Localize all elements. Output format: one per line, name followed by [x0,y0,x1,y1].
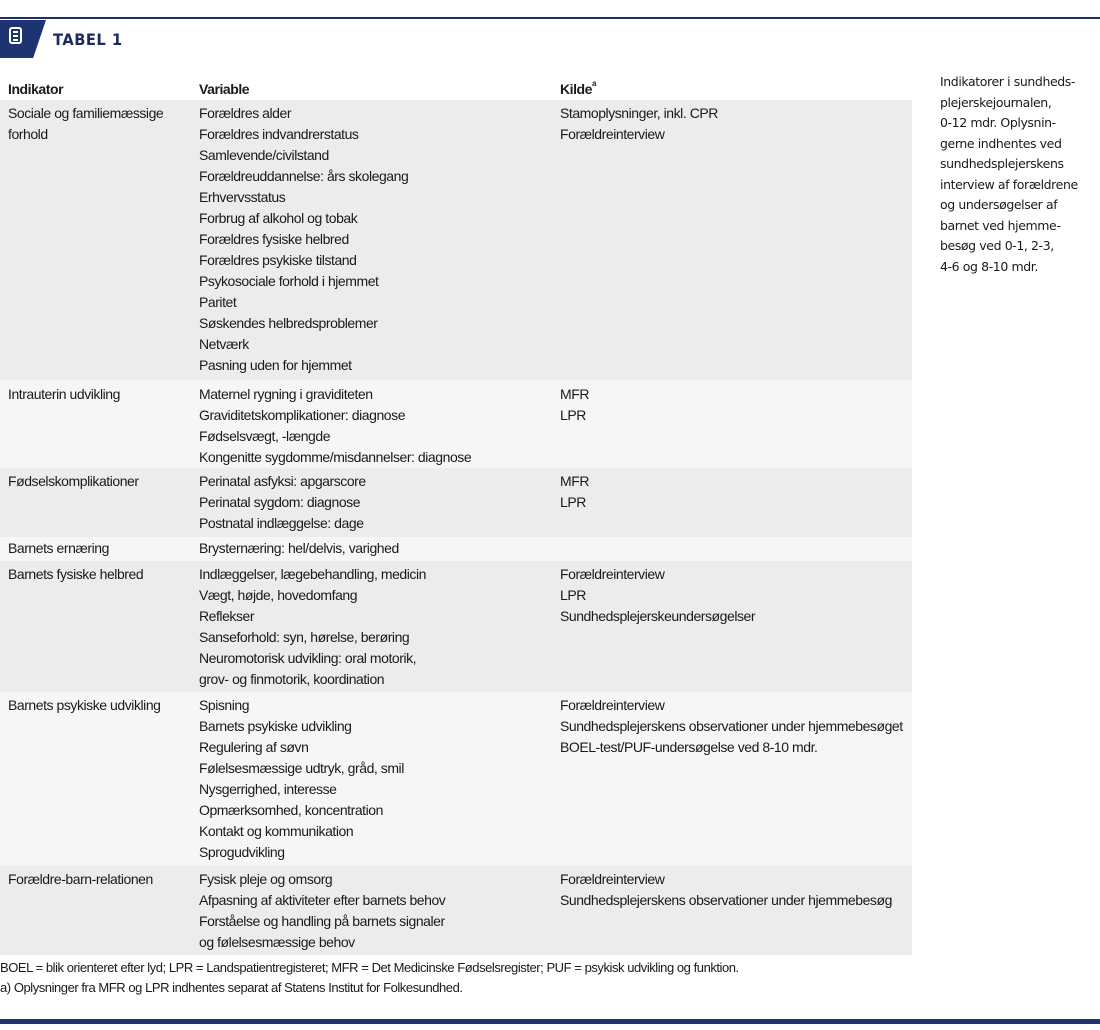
column-header-kilde [552,78,912,100]
table-row [0,100,912,380]
variable-cell-line: Fysisk pleje og omsorg [199,871,333,887]
variable-cell-line: Paritet [199,294,237,310]
variable-cell-line: Maternel rygning i graviditeten [199,386,373,402]
indikator-cell [0,538,191,561]
variable-cell-line: Forældres indvandrerstatus [199,126,359,142]
table-header-row [0,78,912,100]
caption-line: interview af forældrene [940,176,1078,192]
indikator-cell-line: Fødselskomplikationer [8,473,139,489]
kilde-cell-line: Sundhedsplejerskens observationer under hjemmebesøg [560,892,892,908]
variable-cell-line: Kongenitte sygdomme/misdannelser: diagnose [199,449,472,465]
table-row [0,537,912,561]
variable-cell-line: Barnets psykiske udvikling [199,718,352,734]
kilde-cell-line: LPR [560,407,586,423]
variable-cell-line: Samlevende/civilstand [199,147,329,163]
variable-cell-line: Erhvervsstatus [199,189,286,205]
variable-cell [191,564,552,692]
variable-cell [191,695,552,866]
kilde-cell [552,564,912,692]
abbreviations-footnote: BOEL = blik orienteret efter lyd; LPR = Landspatientregisteret; MFR = Det Medicinske Fødselsregister; PUF = psykisk udvikling og funktion. [0,960,739,975]
caption-line: gerne indhentes ved [940,135,1062,151]
variable-cell-line: Forældres fysiske helbred [199,231,349,247]
table-row [0,866,912,955]
variable-cell-line: Nysgerrighed, interesse [199,781,337,797]
kilde-cell [552,384,912,468]
variable-cell-line: Brysternæring: hel/delvis, varighed [199,540,399,556]
table-caption [940,72,1100,277]
kilde-cell-line: Sundhedsplejerskeundersøgelser [560,608,756,624]
kilde-cell [552,471,912,537]
indikator-cell-line: Forældre-barn-relationen [8,871,153,887]
kilde-cell [552,869,912,955]
kilde-cell-line: LPR [560,587,586,603]
kilde-cell-line: BOEL-test/PUF-undersøgelse ved 8-10 mdr. [560,739,818,755]
kilde-cell-line: MFR [560,473,589,489]
variable-cell [191,869,552,955]
source-footnote: a) Oplysninger fra MFR og LPR indhentes separat af Statens Institut for Folkesundhed. [0,980,463,995]
kilde-cell-line: MFR [560,386,589,402]
kilde-cell-line: Sundhedsplejerskens observationer under hjemmebesøget [560,718,903,734]
indikator-cell [0,869,191,955]
kilde-cell-line: LPR [560,494,586,510]
variable-cell-line: grov- og finmotorik, koordination [199,671,385,687]
kilde-cell-line: Forældreinterview [560,126,665,142]
top-rule [0,17,1100,19]
variable-cell-line: Forældres psykiske tilstand [199,252,357,268]
variable-cell-line: Spisning [199,697,250,713]
caption-line: Indikatorer i sundheds- [940,74,1076,89]
indikator-cell [0,103,191,380]
variable-cell-line: Postnatal indlæggelse: dage [199,515,364,531]
caption-line: og undersøgelser af [940,197,1058,212]
table-row [0,692,912,866]
variable-cell-line: Fødselsvægt, -længde [199,428,331,444]
variable-cell-line: Forældreuddannelse: års skolegang [199,168,409,184]
table-row [0,468,912,537]
variable-cell-line: Reflekser [199,608,255,624]
kilde-cell-line: Forældreinterview [560,697,665,713]
kilde-cell [552,538,912,561]
table-row [0,380,912,468]
variable-cell [191,471,552,537]
table-badge [0,20,46,58]
caption-line: plejerskejournalen, [940,94,1052,110]
variable-cell-line: Netværk [199,336,249,352]
variable-cell-line: Neuromotorisk udvikling: oral motorik, [199,650,417,666]
variable-cell-line: Indlæggelser, lægebehandling, medicin [199,566,426,582]
column-header-variable: Variable [199,81,250,97]
table-title: TABEL 1 [53,30,123,49]
caption-line: 4-6 og 8-10 mdr. [940,258,1038,274]
footnotes [0,958,912,998]
variable-cell-line: Forældres alder [199,105,292,121]
indikator-cell-line: Barnets psykiske udvikling [8,697,161,713]
variable-cell-line: og følelsesmæssige behov [199,934,355,950]
indikator-cell-line: forhold [8,126,48,142]
indikator-cell [0,471,191,537]
kilde-label: Kilde [560,81,592,97]
variable-cell-line: Graviditetskomplikationer: diagnose [199,407,406,423]
variable-cell-line: Sprogudvikling [199,844,285,860]
kilde-cell-line: Stamoplysninger, inkl. CPR [560,105,718,121]
variable-cell-line: Forståelse og handling på barnets signaler [199,913,445,929]
variable-cell-line: Afpasning af aktiviteter efter barnets behov [199,892,446,908]
kilde-cell-line: Forældreinterview [560,566,665,582]
kilde-cell [552,103,912,380]
indikator-cell-line: Barnets ernæring [8,540,109,556]
variable-cell-line: Forbrug af alkohol og tobak [199,210,358,226]
variable-cell-line: Perinatal asfyksi: apgarscore [199,473,366,489]
caption-line: barnet ved hjemme- [940,217,1061,233]
indikator-cell-line: Intrauterin udvikling [8,386,120,402]
data-table [0,78,912,955]
variable-cell [191,538,552,561]
table-row [0,561,912,692]
variable-cell-line: Regulering af søvn [199,739,309,755]
caption-line: 0-12 mdr. Oplysnin- [940,115,1056,130]
kilde-cell-line: Forældreinterview [560,871,665,887]
variable-cell-line: Perinatal sygdom: diagnose [199,494,361,510]
caption-line: besøg ved 0-1, 2-3, [940,238,1054,253]
indikator-cell-line: Barnets fysiske helbred [8,566,144,582]
column-header-indikator: Indikator [8,81,64,97]
indikator-cell [0,384,191,468]
variable-cell-line: Kontakt og kommunikation [199,823,354,839]
indikator-cell [0,564,191,692]
variable-cell-line: Vægt, højde, hovedomfang [199,587,358,603]
indikator-cell-line: Sociale og familiemæssige [8,105,164,121]
variable-cell [191,384,552,468]
variable-cell-line: Søskendes helbredsproblemer [199,315,378,331]
indikator-cell [0,695,191,866]
document-list-icon [9,27,22,44]
variable-cell [191,103,552,380]
variable-cell-line: Opmærksomhed, koncentration [199,802,383,818]
kilde-cell [552,695,912,866]
variable-cell-line: Sanseforhold: syn, hørelse, berøring [199,629,410,645]
caption-line: sundhedsplejerskens [940,156,1064,171]
variable-cell-line: Psykosociale forhold i hjemmet [199,273,379,289]
bottom-rule [0,1019,1100,1024]
variable-cell-line: Pasning uden for hjemmet [199,357,352,373]
kilde-footnote-marker: a [591,79,596,88]
variable-cell-line: Følelsesmæssige udtryk, gråd, smil [199,760,404,776]
